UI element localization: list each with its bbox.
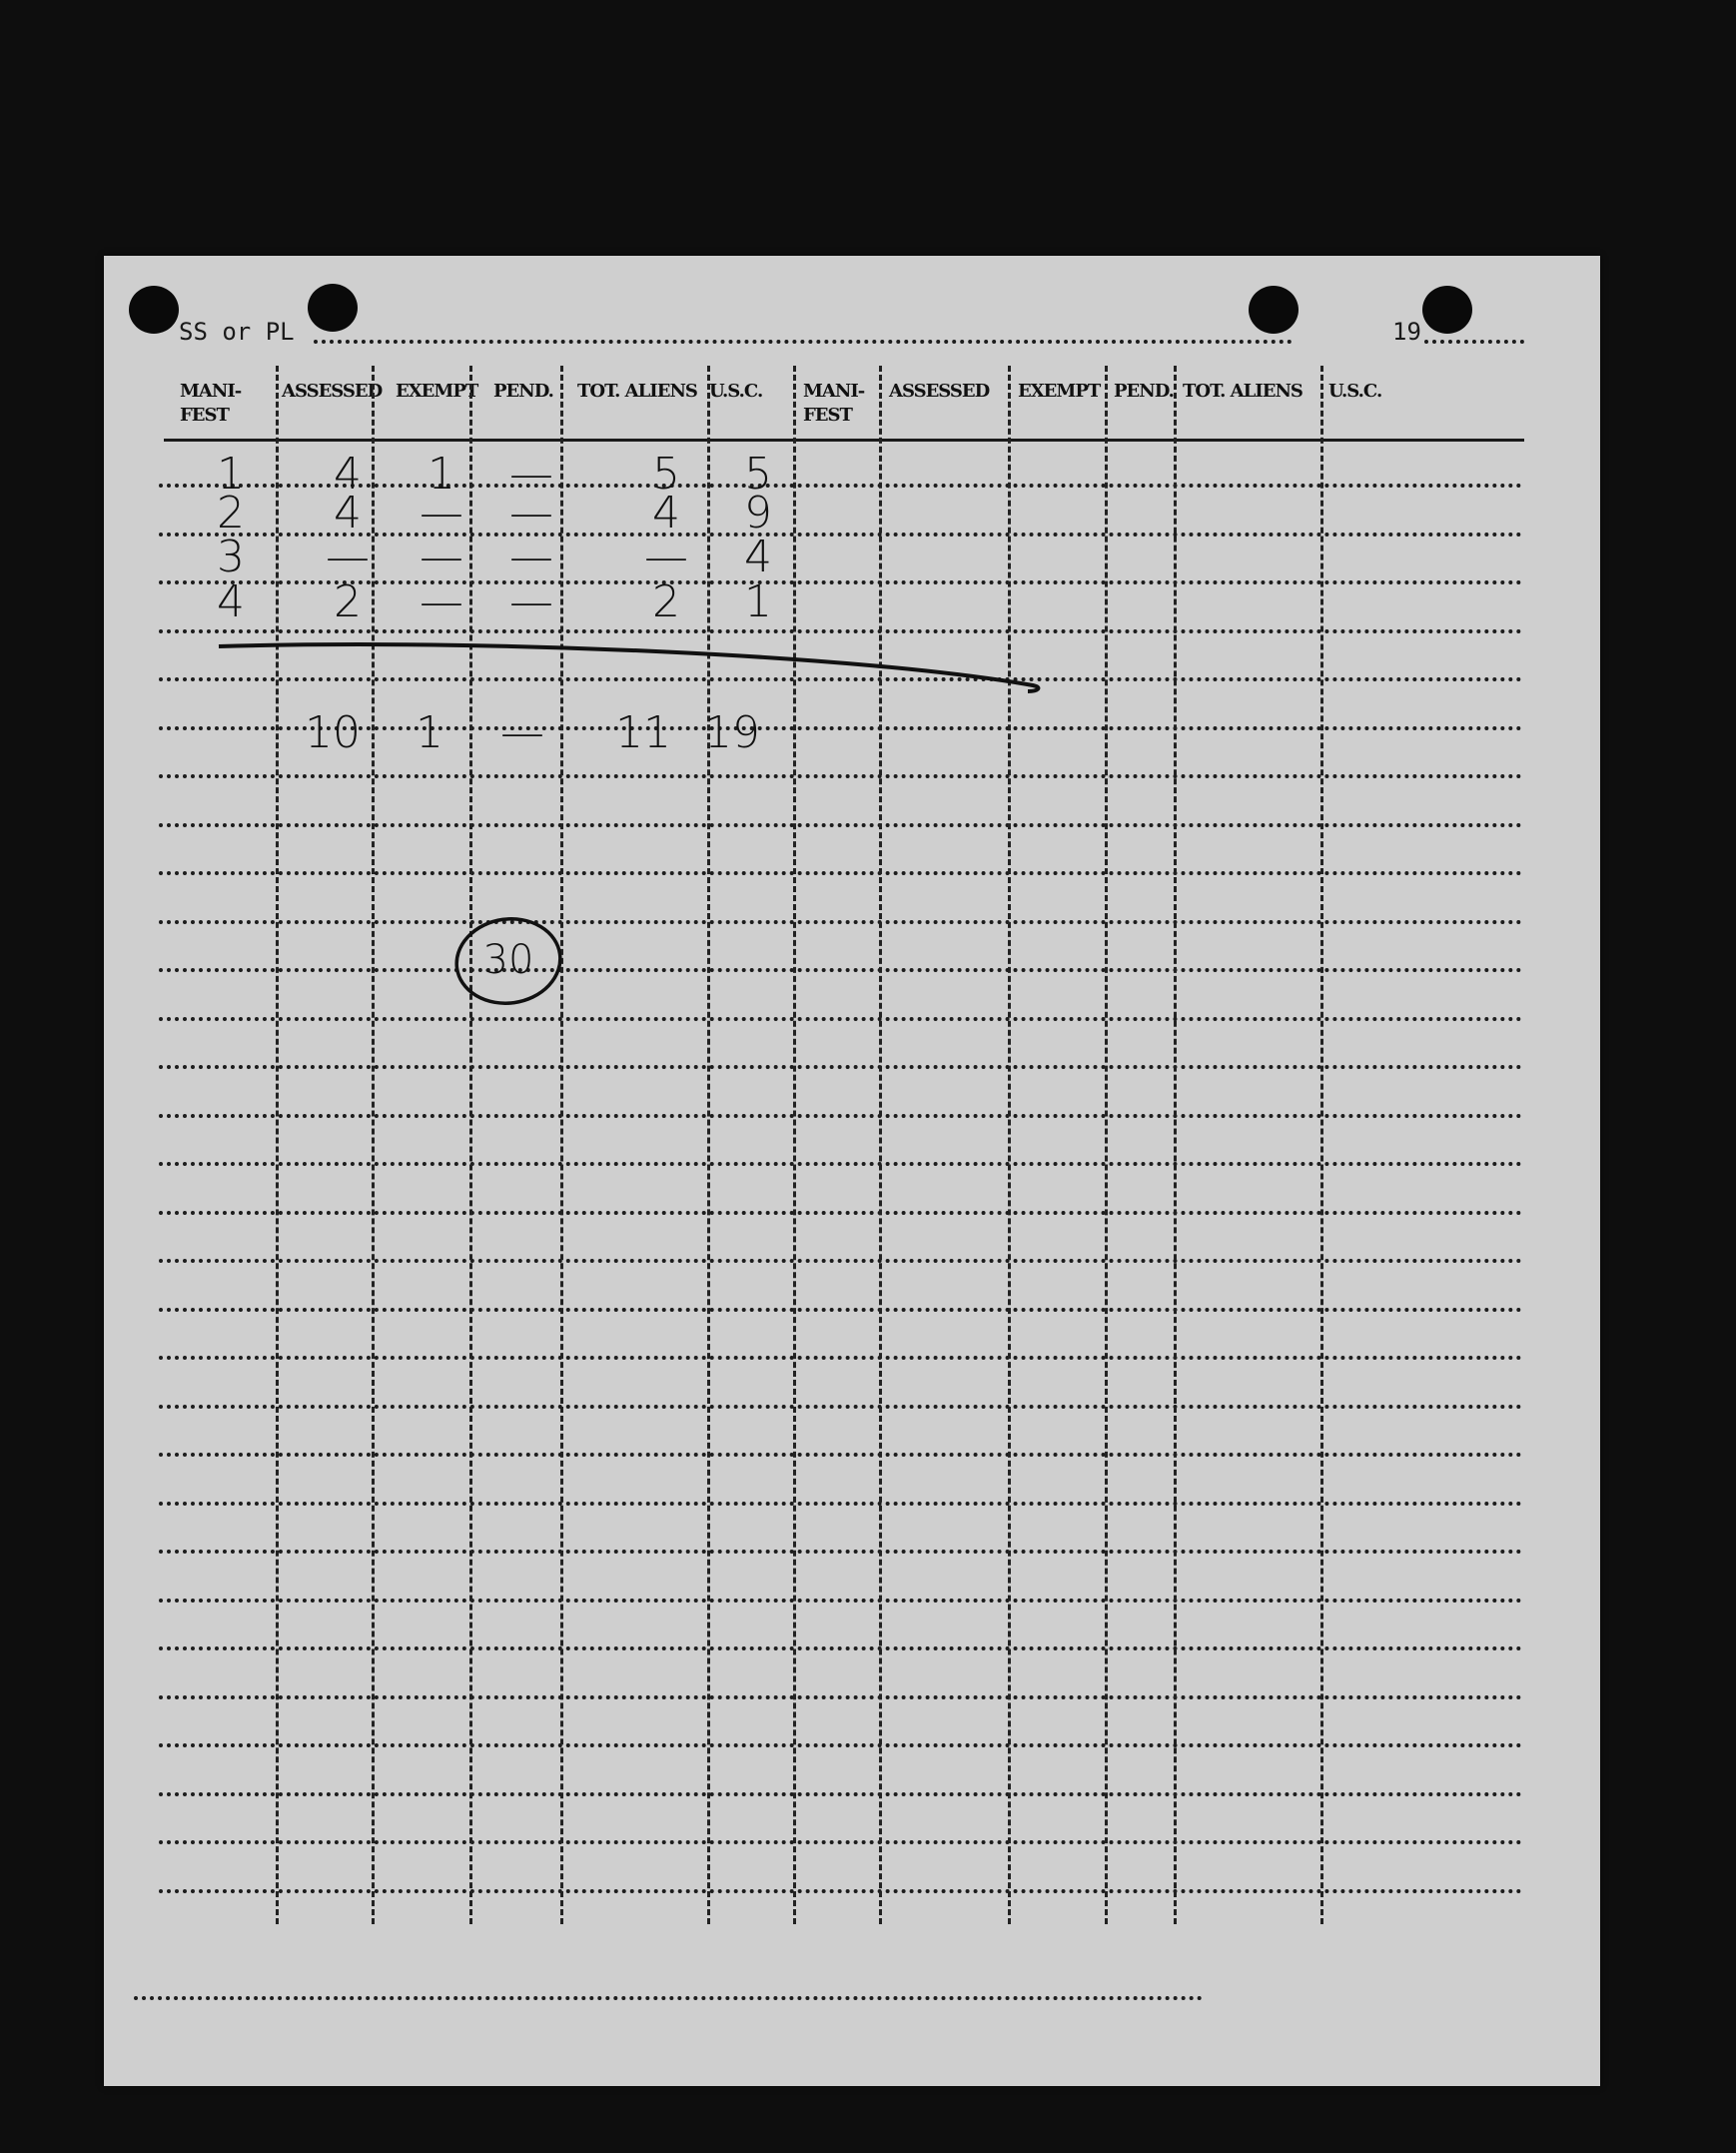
entry-assessed: 4 xyxy=(334,488,362,538)
form-title: SS or PL xyxy=(179,318,295,346)
entry-assessed: — xyxy=(326,532,370,582)
entry-pend: — xyxy=(509,532,553,582)
entry-exempt: 1 xyxy=(428,449,455,500)
entry-tot-aliens: 5 xyxy=(652,449,680,500)
header-usc-left: U.S.C. xyxy=(709,381,763,402)
entry-usc: 1 xyxy=(744,576,772,627)
total-tot-aliens: 11 xyxy=(615,707,671,758)
header-pend-right: PEND. xyxy=(1114,381,1174,402)
header-tot-aliens-left: TOT. ALIENS xyxy=(577,381,697,402)
total-exempt: 1 xyxy=(416,707,443,758)
entry-usc: 5 xyxy=(744,449,772,500)
total-pend: — xyxy=(500,707,544,758)
entry-pend: — xyxy=(509,449,553,500)
entry-usc: 9 xyxy=(744,488,772,538)
entry-usc: 4 xyxy=(744,532,772,582)
year-prefix: 19 xyxy=(1392,318,1421,346)
total-assessed: 10 xyxy=(305,707,361,758)
header-text: MANI- FEST xyxy=(180,381,242,426)
entry-exempt: — xyxy=(420,532,463,582)
entry-tot-aliens: 4 xyxy=(652,488,680,538)
header-pend-left: PEND. xyxy=(493,381,553,402)
entry-pend: — xyxy=(509,576,553,627)
entry-tot-aliens: — xyxy=(644,532,688,582)
entry-exempt: — xyxy=(420,488,463,538)
total-underline-stroke xyxy=(219,644,1038,691)
entry-pend: — xyxy=(509,488,553,538)
header-assessed-right: ASSESSED xyxy=(889,381,990,402)
form-sheet xyxy=(104,256,1600,2086)
header-assessed-left: ASSESSED xyxy=(282,381,383,402)
entry-manifest: 3 xyxy=(217,532,245,582)
entry-manifest: 1 xyxy=(217,449,245,500)
grand-total: 30 xyxy=(482,937,534,983)
header-tot-aliens-right: TOT. ALIENS xyxy=(1183,381,1302,402)
header-text: MANI- FEST xyxy=(803,381,865,426)
entry-manifest: 4 xyxy=(217,576,245,627)
total-usc: 19 xyxy=(704,707,760,758)
header-usc-right: U.S.C. xyxy=(1328,381,1382,402)
entry-exempt: — xyxy=(420,576,463,627)
entry-assessed: 2 xyxy=(334,576,362,627)
header-exempt-right: EXEMPT xyxy=(1018,381,1101,402)
handwritten-strokes xyxy=(104,256,1600,2086)
entry-manifest: 2 xyxy=(217,488,245,538)
entry-tot-aliens: 2 xyxy=(652,576,680,627)
header-exempt-left: EXEMPT xyxy=(396,381,478,402)
entry-assessed: 4 xyxy=(334,449,362,500)
